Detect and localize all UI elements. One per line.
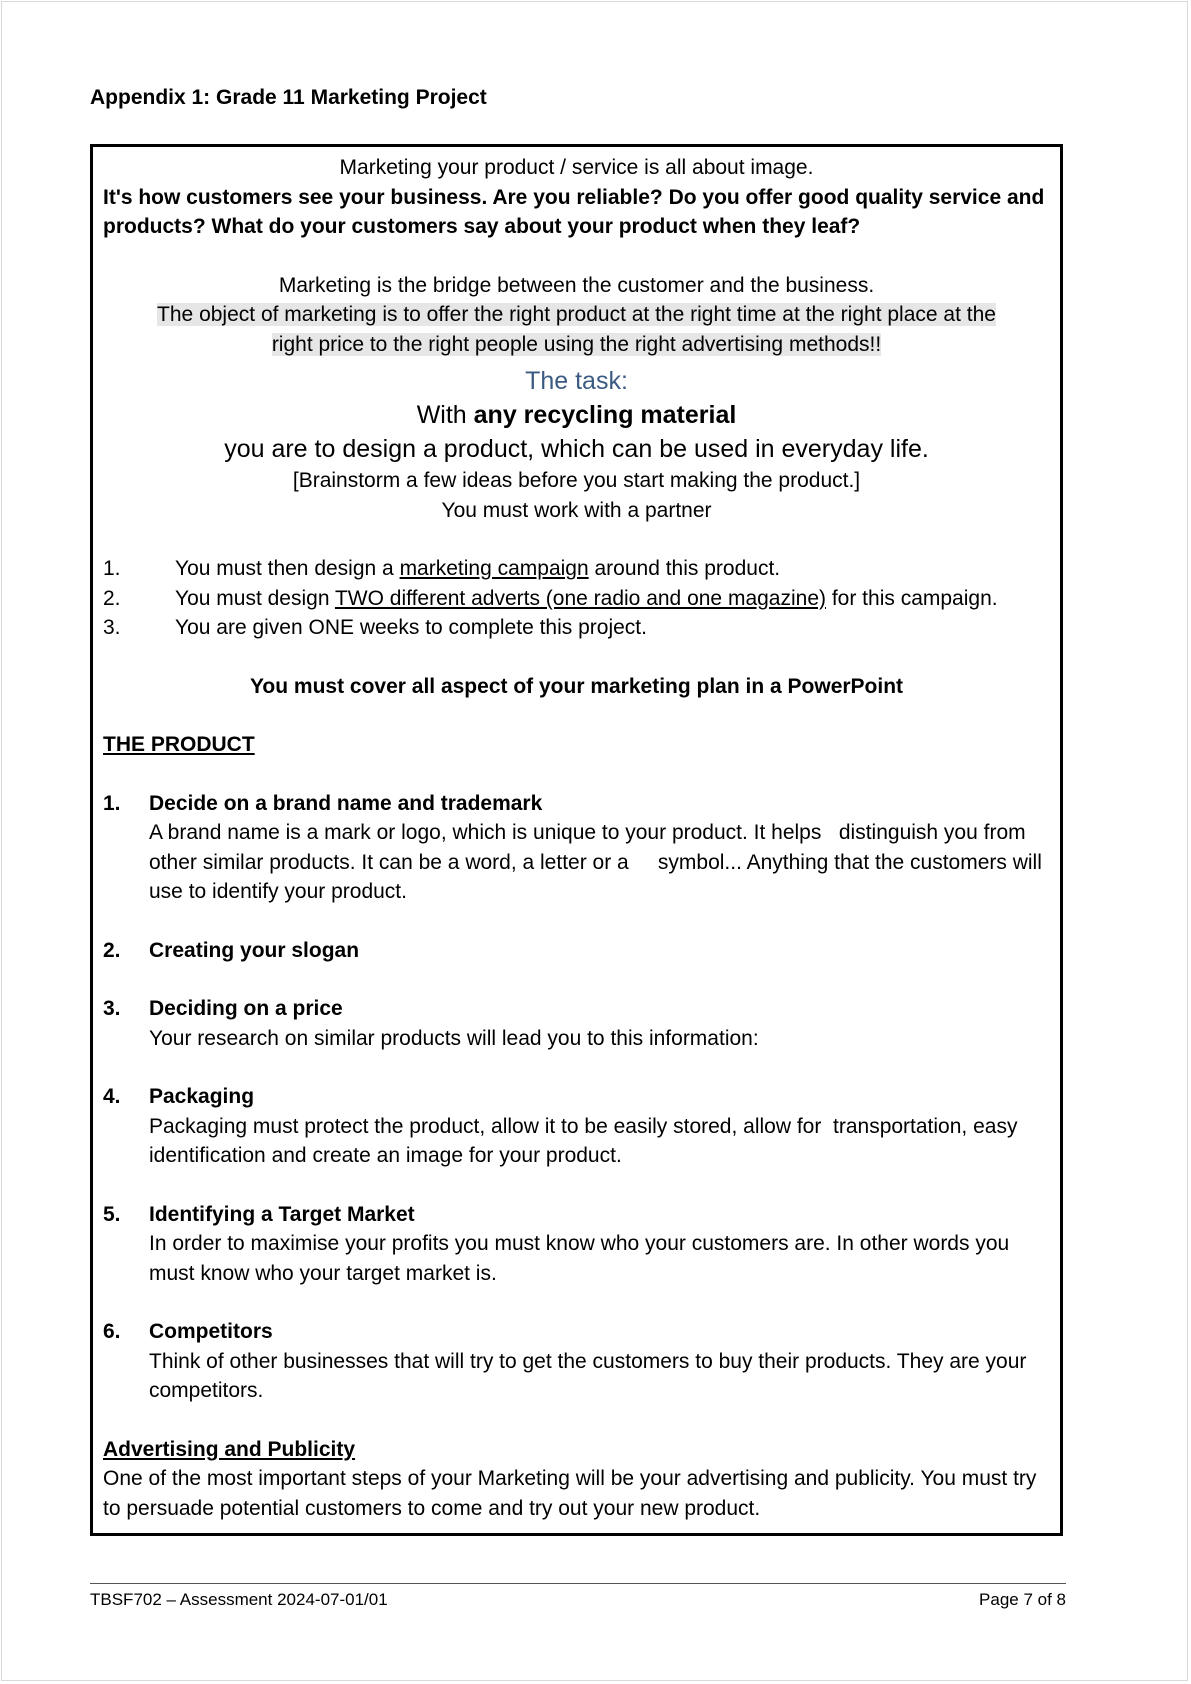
product-item (103, 1082, 1050, 1171)
item-text: A brand name is a mark or logo, which is unique to your product. It helps distinguish you from other similar products. It can be a word, a letter or a symbol... Anything that the customers will use to identify your product. (149, 821, 1042, 903)
object-highlight (103, 300, 1050, 359)
step-text: You are given ONE weeks to complete this project. (175, 616, 647, 639)
object-line-2: right price to the right people using the right advertising methods!! (271, 332, 882, 356)
task-material-bold: any recycling material (473, 401, 737, 429)
product-item (103, 789, 1050, 907)
page-heading: Appendix 1: Grade 11 Marketing Project (90, 86, 487, 109)
task-material (103, 398, 1050, 432)
task-with: With (416, 401, 474, 429)
item-text: Packaging must protect the product, allow it to be easily stored, allow for transportation, easy identification and create an image for your product. (149, 1114, 1018, 1167)
task-title: The task: (525, 367, 628, 395)
step-row (103, 613, 1050, 643)
footer-page-number: Page 7 of 8 (979, 1590, 1066, 1609)
project-frame (90, 144, 1063, 1536)
step-row (103, 584, 1050, 614)
task-design: you are to design a product, which can be used in everyday life. (224, 435, 929, 463)
item-text: In order to maximise your profits you must know who your customers are. In other words you must know who your target market is. (149, 1232, 1010, 1285)
item-title: Packaging (149, 1085, 255, 1108)
product-item (103, 1200, 1050, 1289)
product-item (103, 936, 1050, 966)
step-row (103, 554, 1050, 584)
advertising-heading: Advertising and Publicity (103, 1437, 356, 1461)
cover-line: You must cover all aspect of your marketing plan in a PowerPoint (249, 674, 904, 698)
step-text: You must then design a marketing campaign around this product. (175, 557, 781, 580)
item-number: 1. (103, 791, 121, 815)
item-title: Identifying a Target Market (149, 1202, 415, 1226)
step-text: You must design TWO different adverts (one radio and one magazine) for this campaign. (175, 586, 998, 610)
intro-line: Marketing your product / service is all about image. (339, 156, 814, 179)
item-number: 2. (103, 938, 121, 962)
object-line-1: The object of marketing is to offer the right product at the right time at the right place at the (157, 303, 996, 326)
item-text: Your research on similar products will lead you to this information: (149, 1026, 759, 1050)
intro-bold-text: It's how customers see your business. Are you reliable? Do you offer good quality service and products? What do your customers say about your product when they leaf? (103, 185, 1045, 238)
item-title: Creating your slogan (149, 938, 360, 962)
product-item (103, 1317, 1050, 1406)
product-heading: THE PRODUCT (103, 733, 255, 756)
footer-divider (90, 1583, 1066, 1584)
bridge-line: Marketing is the bridge between the customer and the business. (278, 273, 875, 297)
step-number: 3. (103, 616, 121, 639)
task-brainstorm: [Brainstorm a few ideas before you start making the product.] (292, 469, 861, 492)
item-text: Think of other businesses that will try to get the customers to buy their products. They are your competitors. (149, 1349, 1027, 1402)
footer-document-code: TBSF702 – Assessment 2024-07-01/01 (90, 1590, 388, 1609)
advertising-text: One of the most important steps of your Marketing will be your advertising and publicity. You must try to persuade potential customers to come and try out your new product. (103, 1467, 1037, 1520)
step-number: 1. (103, 557, 121, 580)
item-number: 6. (103, 1320, 121, 1343)
step-underlined: marketing campaign (399, 557, 589, 580)
item-title: Competitors (149, 1320, 273, 1343)
item-number: 5. (103, 1202, 121, 1226)
product-item (103, 994, 1050, 1053)
step-underlined: TWO different adverts (one radio and one magazine) (334, 586, 826, 610)
item-title: Decide on a brand name and trademark (149, 791, 543, 815)
item-number: 3. (103, 997, 121, 1020)
item-number: 4. (103, 1085, 121, 1108)
step-number: 2. (103, 586, 121, 610)
task-partner: You must work with a partner (441, 498, 712, 522)
item-title: Deciding on a price (149, 997, 343, 1020)
